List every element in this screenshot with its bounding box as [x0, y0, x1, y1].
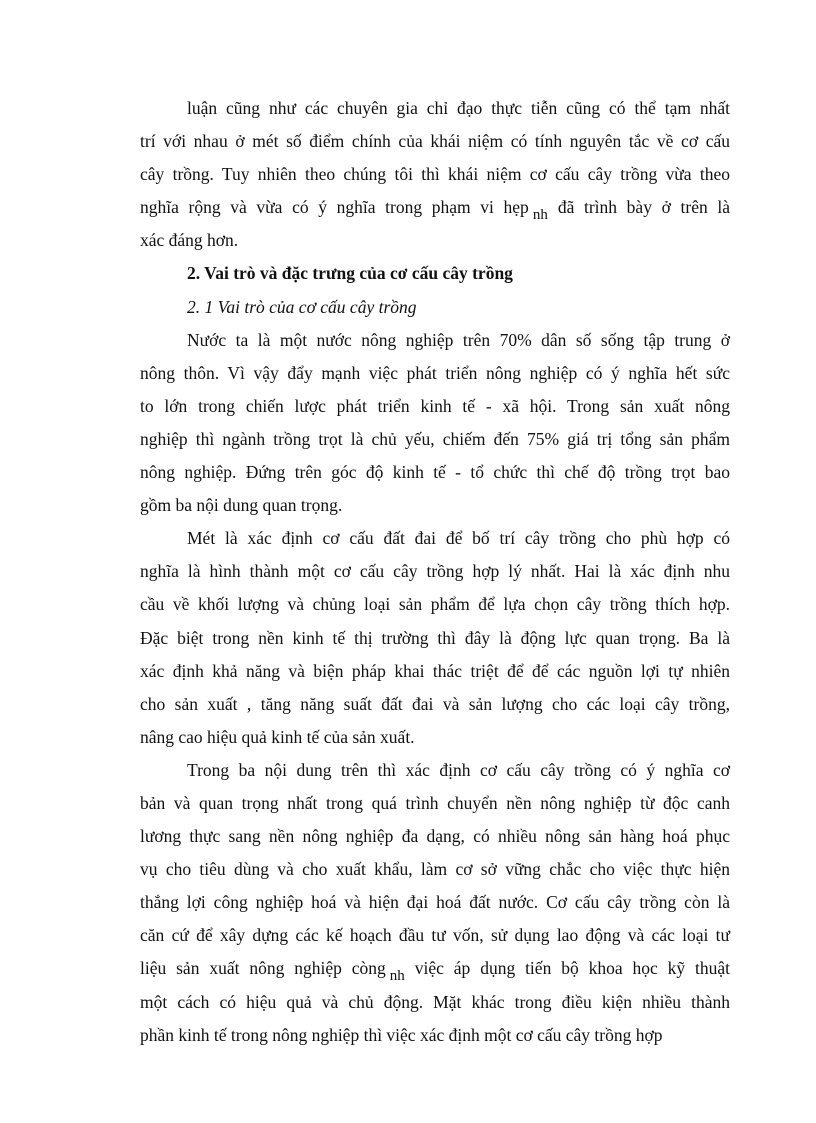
- text-line: nông thôn. Vì vậy đẩy mạnh việc phát triển nông nghiệp có ý nghĩa hết sức: [140, 362, 730, 383]
- subsection-heading: 2. 1 Vai trò của cơ cấu cây trồng: [187, 296, 417, 317]
- text-line: phần kinh tế trong nông nghiệp thì việc xác định một cơ cấu cây trồng hợp: [140, 1024, 663, 1045]
- text-line: xác đáng hơn.: [140, 230, 239, 251]
- section-heading: 2. Vai trò và đặc trưng của cơ cấu cây trồng: [187, 263, 513, 284]
- text-line: lương thực sang nền nông nghiệp đa dạng, có nhiều nông sản hàng hoá phục: [140, 826, 730, 847]
- text-line: nông nghiệp. Đứng trên góc độ kinh tế - tổ chức thì chế độ trồng trọt bao: [140, 462, 730, 483]
- text-line: luận cũng như các chuyên gia chỉ đạo thực tiễn cũng có thể tạm nhất: [187, 98, 730, 118]
- text-line: cho sản xuất , tăng năng suất đất đai và sản lượng cho các loại cây trồng,: [140, 693, 730, 714]
- text-line: Mét là xác định cơ cấu đất đai để bố trí cây trồng cho phù hợp có: [187, 528, 730, 549]
- paragraph-1: [140, 92, 730, 257]
- text-line: một cách có hiệu quả và chủ động. Mặt khác trong điều kiện nhiều thành: [140, 991, 730, 1012]
- text-fragment: liệu sản xuất nông nghiệp còng: [140, 958, 386, 979]
- paragraph-3: [140, 522, 730, 754]
- text-line: to lớn trong chiến lược phát triển kinh tế - xã hội. Trong sản xuất nông: [140, 395, 730, 416]
- text-line: xác định khả năng và biện pháp khai thác triệt để để các nguồn lợi tự nhiên: [140, 660, 730, 681]
- paragraph-4: [140, 754, 730, 1052]
- text-line: nghiệp thì ngành trồng trọt là chủ yếu, chiếm đến 75% giá trị tổng sản phẩm: [140, 428, 730, 449]
- text-line: cầu về khối lượng và chủng loại sản phẩm để lựa chọn cây trồng thích hợp.: [140, 594, 730, 615]
- text-fragment: nghĩa rộng và vừa có ý nghĩa trong phạm vi hẹp: [140, 197, 529, 218]
- subscript-fragment: nh: [389, 968, 405, 985]
- text-line: Đặc biệt trong nền kinh tế thị trường thì đây là động lực quan trọng. Ba là: [140, 627, 730, 648]
- text-line: gồm ba nội dung quan trọng.: [140, 495, 343, 516]
- text-fragment: đã trình bày ở trên là: [557, 197, 730, 218]
- text-fragment: việc áp dụng tiến bộ khoa học kỹ thuật: [414, 958, 730, 979]
- text-line: thắng lợi công nghiệp hoá và hiện đại hoá đất nước. Cơ cấu cây trồng còn là: [140, 892, 730, 913]
- text-line: cây trồng. Tuy nhiên theo chúng tôi thì khái niệm cơ cấu cây trồng vừa theo: [140, 164, 730, 185]
- text-line: nghĩa là hình thành một cơ cấu cây trồng hợp lý nhất. Hai là xác định nhu: [140, 561, 730, 582]
- text-line: bản và quan trọng nhất trong quá trình chuyển nền nông nghiệp từ độc canh: [140, 792, 730, 813]
- text-line: trí với nhau ở mét số điểm chính của khái niệm có tính nguyên tắc về cơ cấu: [140, 131, 730, 152]
- text-line: căn cứ để xây dựng các kế hoạch đầu tư vốn, sử dụng lao động và các loại tư: [140, 925, 730, 946]
- paragraph-2: [140, 324, 730, 523]
- text-line: nâng cao hiệu quả kinh tế của sản xuất.: [140, 726, 415, 747]
- text-line: [140, 952, 730, 985]
- text-line: Trong ba nội dung trên thì xác định cơ cấu cây trồng có ý nghĩa cơ: [187, 759, 730, 780]
- document-page: [140, 92, 730, 1052]
- text-line: vụ cho tiêu dùng và cho xuất khẩu, làm cơ sở vững chắc cho việc thực hiện: [140, 859, 730, 880]
- subscript-fragment: nh: [532, 207, 548, 224]
- text-line: Nước ta là một nước nông nghiệp trên 70% dân số sống tập trung ở: [187, 329, 730, 350]
- text-line: [140, 191, 730, 224]
